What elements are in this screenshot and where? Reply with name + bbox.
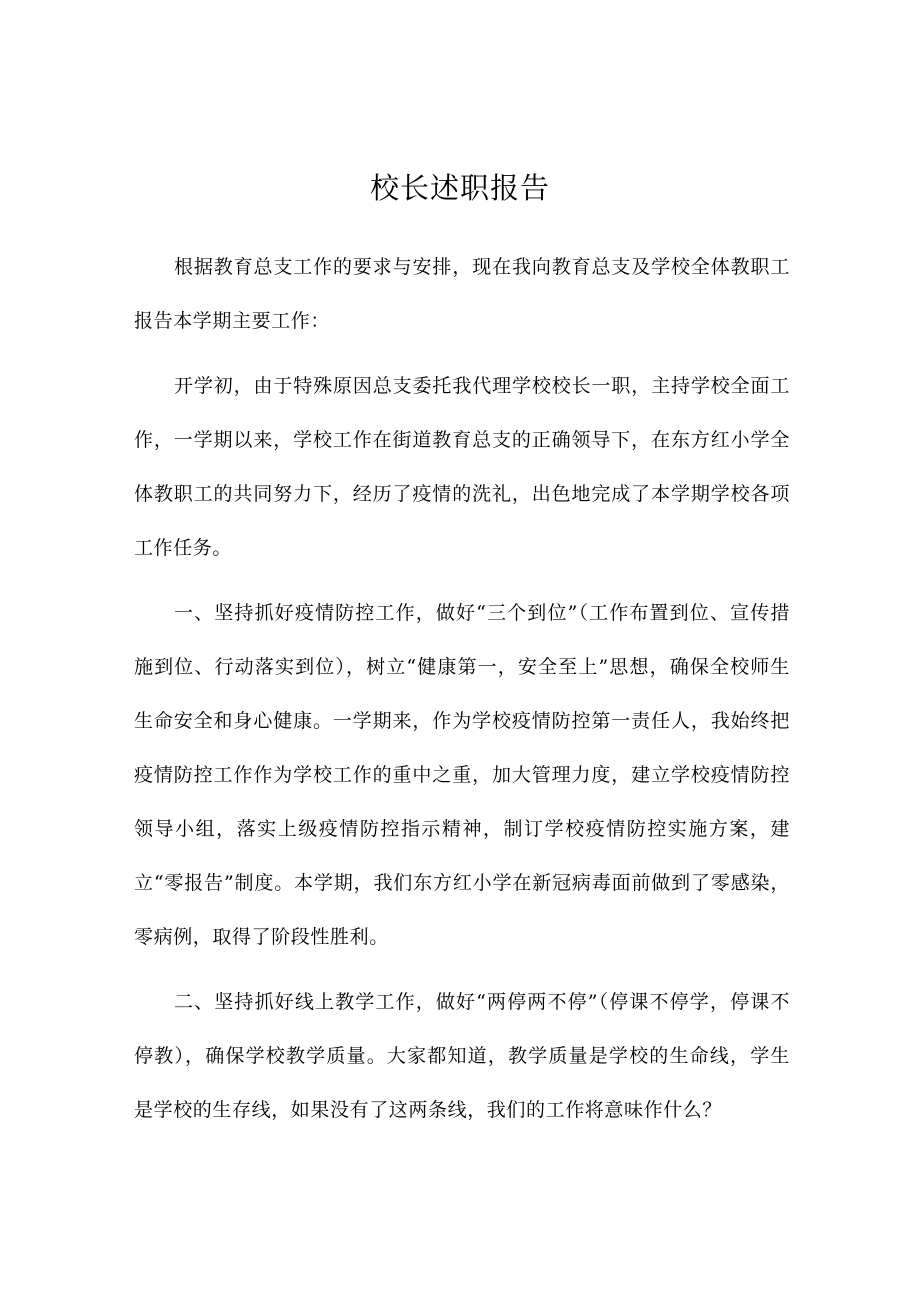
paragraph-epidemic-control: 一、坚持抓好疫情防控工作，做好“三个到位”（工作布置到位、宣传措施到位、行动落实到位），树立“健康第一，安全至上”思想，确保全校师生生命安全和身心健康。一学期来，作为学校疫情防控第一责任人，我始终把疫情防控工作作为学校工作的重中之重，加大管理力度，建立学校疫情防控领导小组，落实上级疫情防控指示精神，制订学校疫情防控实施方案，建立“零报告”制度。本学期，我们东方红小学在新冠病毒面前做到了零感染，零病例，取得了阶段性胜利。 [134, 602, 790, 948]
document-body [134, 240, 790, 1148]
paragraph-overview: 开学初，由于特殊原因总支委托我代理学校校长一职，主持学校全面工作，一学期以来，学校工作在街道教育总支的正确领导下，在东方红小学全体教职工的共同努力下，经历了疫情的洗礼，出色地完成了本学期学校各项工作任务。 [134, 375, 790, 559]
document-title: 校长述职报告 [369, 171, 550, 205]
paragraph-online-teaching: 二、坚持抓好线上教学工作，做好“两停两不停”（停课不停学，停课不停教），确保学校教学质量。大家都知道，教学质量是学校的生命线，学生是学校的生存线，如果没有了这两条线，我们的工作将意味作什么？ [134, 991, 790, 1121]
paragraph-intro: 根据教育总支工作的要求与安排，现在我向教育总支及学校全体教职工报告本学期主要工作： [134, 256, 790, 332]
